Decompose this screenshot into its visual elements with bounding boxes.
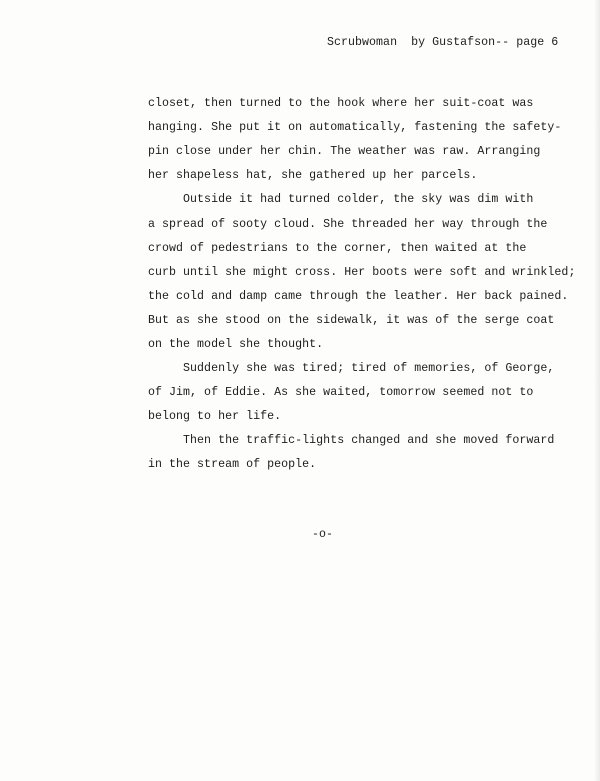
text-line: Then the traffic-lights changed and she moved forward [148,434,555,447]
text-line: on the model she thought. [148,338,324,351]
paper-edge-shadow [594,0,600,781]
text-line: But as she stood on the sidewalk, it was of the serge coat [148,314,555,327]
text-line: Suddenly she was tired; tired of memories, of George, [148,362,555,375]
text-line: Outside it had turned colder, the sky was dim with [148,193,534,206]
text-line: belong to her life. [148,410,282,423]
text-line: curb until she might cross. Her boots were soft and wrinkled; [148,266,576,279]
text-line: the cold and damp came through the leather. Her back pained. [148,290,569,303]
text-line: in the stream of people. [148,458,317,471]
text-line: a spread of sooty cloud. She threaded her way through the [148,218,548,231]
text-line: closet, then turned to the hook where her suit-coat was [148,97,534,110]
text-line: hanging. She put it on automatically, fastening the safety- [148,121,562,134]
text-line: pin close under her chin. The weather was raw. Arranging [148,145,541,158]
text-line: her shapeless hat, she gathered up her parcels. [148,169,478,182]
page-header: Scrubwoman by Gustafson-- page 6 [327,36,559,49]
text-line: crowd of pedestrians to the corner, then waited at the [148,242,527,255]
text-line: of Jim, of Eddie. As she waited, tomorrow seemed not to [148,386,534,399]
end-mark: -o- [312,528,334,541]
